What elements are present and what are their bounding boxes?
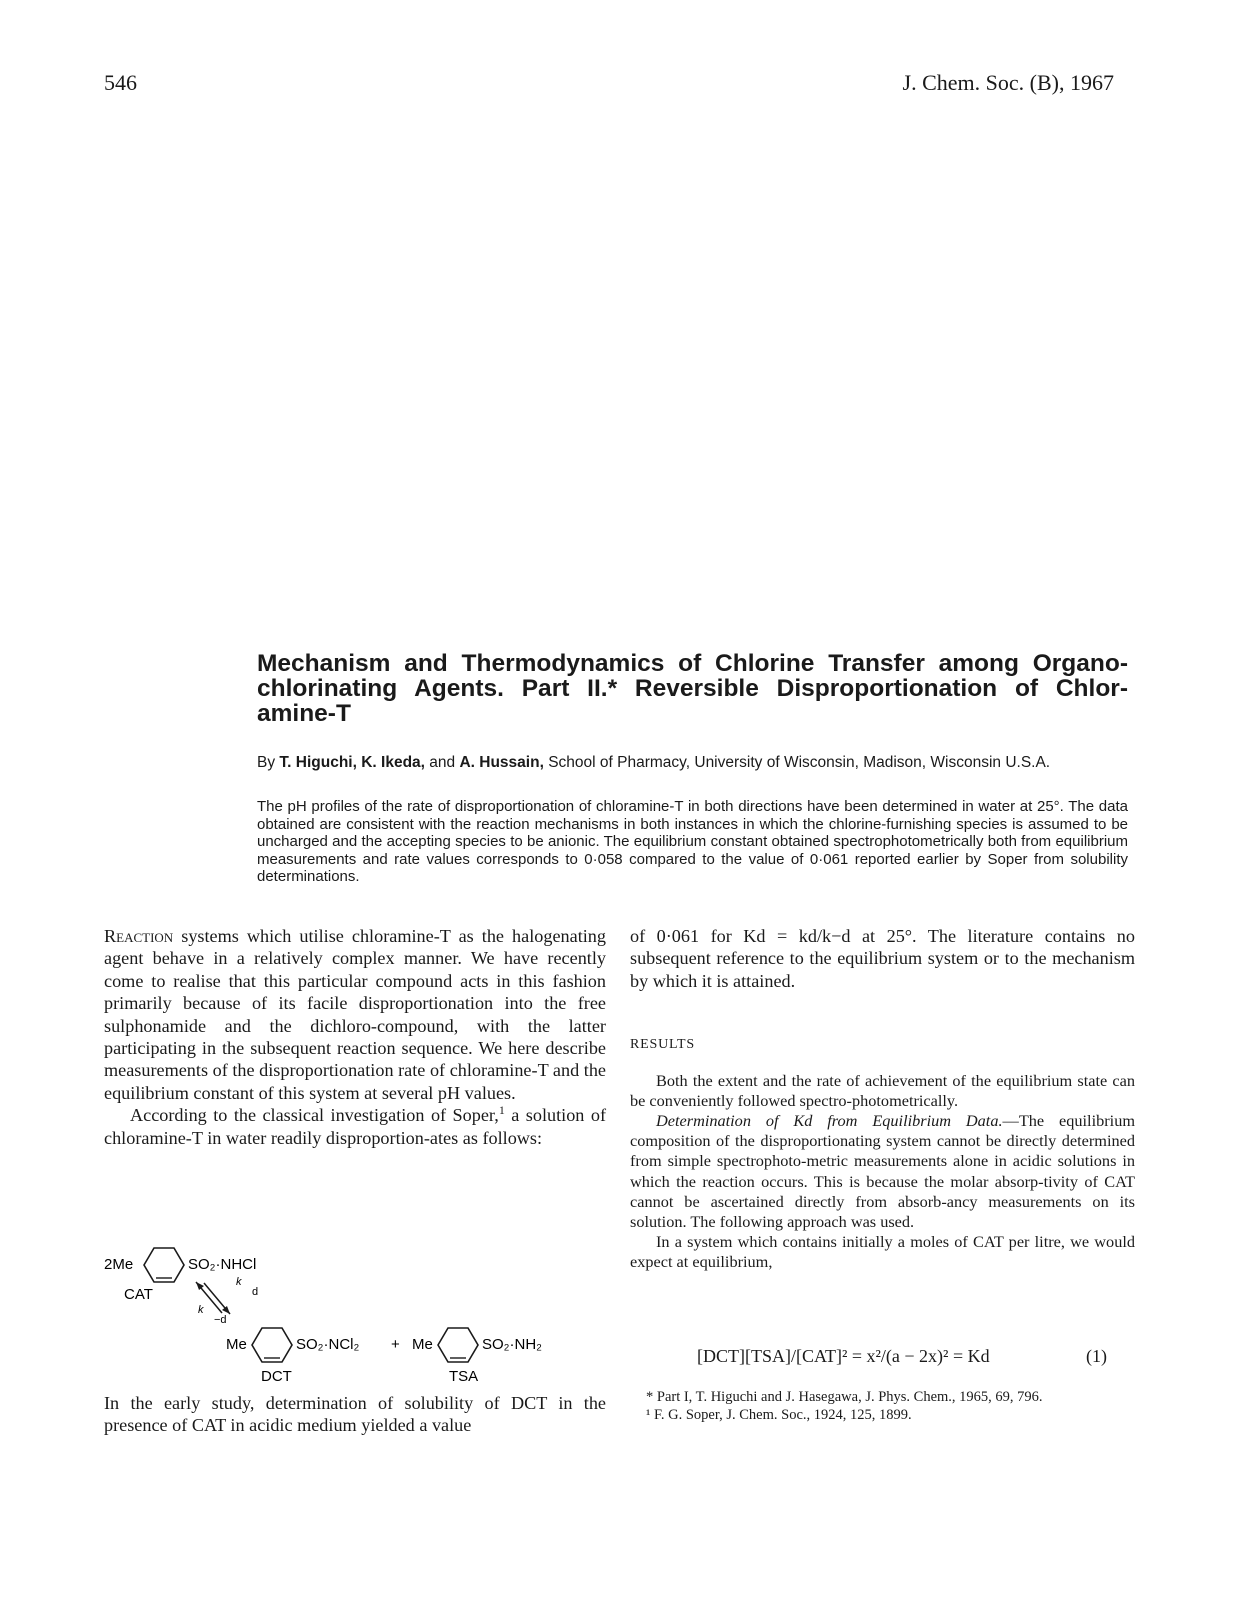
tsa-benzene-ring — [438, 1328, 478, 1362]
left-column — [104, 925, 606, 1149]
early-study-paragraph: In the early study, determination of solubility of DCT in the presence of CAT in acidic medium yielded a value — [104, 1393, 606, 1436]
results-heading: RESULTS — [630, 1037, 695, 1053]
soper-paragraph — [104, 1104, 606, 1149]
dct-label: DCT — [261, 1368, 292, 1385]
soper-text-end: a solution of chloramine-T in water readily disproportion-ates as follows: — [104, 1105, 607, 1148]
affiliation: School of Pharmacy, University of Wisconsin, Madison, Wisconsin U.S.A. — [548, 754, 1051, 771]
byline-and: and — [429, 754, 456, 771]
equation-text: [DCT][TSA]/[CAT]² = x²/(a − 2x)² = Kd — [697, 1346, 990, 1366]
literature-paragraph: of 0·061 for Kd = kd/k−d at 25°. The literature contains no subsequent reference to the equilibrium system or to the mechanism by which it is attained. — [630, 926, 1135, 991]
journal-reference: J. Chem. Soc. (B), 1967 — [902, 70, 1114, 95]
forward-arrowhead — [222, 1306, 230, 1314]
tsa-methyl: Me — [412, 1336, 433, 1353]
results-paragraph: Both the extent and the rate of achievement of the equilibrium state can be conveniently followed spectro-photometrically. — [630, 1070, 1135, 1110]
cat-benzene-ring — [144, 1248, 184, 1282]
author-higuchi: T. Higuchi, — [279, 754, 357, 771]
equation-1 — [697, 1346, 1107, 1367]
dct-benzene-ring — [252, 1328, 292, 1362]
reference-marker: 1 — [498, 1103, 505, 1118]
left-column-tail — [104, 1392, 606, 1437]
equation-number: (1) — [1086, 1346, 1107, 1366]
dct-methyl: Me — [226, 1336, 247, 1353]
intro-paragraph — [104, 925, 606, 1104]
determination-heading: Determination of Kd from Equilibrium Data. — [656, 1111, 1003, 1131]
soper-text-start: According to the classical investigation of Soper, — [130, 1105, 499, 1126]
plus-sign: + — [391, 1336, 400, 1353]
byline — [257, 754, 1128, 772]
reverse-rate-subscript: −d — [214, 1314, 227, 1326]
footnotes — [630, 1388, 1135, 1424]
reverse-rate-constant: k — [198, 1304, 204, 1316]
intro-lead-word: Reaction — [104, 926, 174, 946]
author-ikeda: K. Ikeda, — [361, 754, 425, 771]
tsa-sulfonyl-group: SO₂·NH₂ — [482, 1336, 542, 1353]
cat-coefficient: 2Me — [104, 1256, 134, 1273]
byline-prefix: By — [257, 754, 276, 771]
reverse-arrowhead — [196, 1282, 204, 1290]
right-column — [630, 925, 1135, 1273]
abstract: The pH profiles of the rate of disproportionation of chloramine-T in both directions have been determined in water at 25°. The data obtained are consistent with the reaction mechanisms in both instances in which the chlorine-furnishing species is assumed to be uncharged and the accepting species to be anionic. The equilibrium constant obtained spectrophotometrically both from equilibrium measurements and rate values corresponds to 0·058 compared to the value of 0·061 reported earlier by Soper from solubility determinations. — [257, 798, 1128, 885]
author-hussain: A. Hussain, — [459, 754, 544, 771]
system-paragraph: In a system which contains initially a moles of CAT per litre, we would expect at equilibrium, — [630, 1232, 1135, 1272]
intro-text: systems which utilise chloramine-T as the halogenating agent behave in a relatively complex manner. We have recently come to realise that this particular compound acts in this fashion primarily because of its facile disproportionation into the free sulphonamide and the dichloro-compound, with the latter participating in the subsequent reaction sequence. We here describe measurements of the disproportionation rate of chloramine-T and the equilibrium constant of this system at several pH values. — [104, 926, 606, 1103]
cat-label: CAT — [124, 1286, 153, 1303]
determination-paragraph — [630, 1111, 1135, 1232]
disproportionation-scheme — [104, 1235, 604, 1385]
forward-rate-subscript: d — [252, 1286, 259, 1298]
forward-rate-constant: k — [236, 1276, 242, 1288]
footnote-soper: ¹ F. G. Soper, J. Chem. Soc., 1924, 125, 1899. — [646, 1407, 912, 1423]
determination-text: —The equilibrium composition of the disproportionating system cannot be directly determined from simple spectrophoto-metric measurements alone in acidic solutions in which the reaction occurs. This is because the molar absorp-tivity of CAT cannot be ascertained directly from absorb-ancy measurements on its solution. The following approach was used. — [630, 1111, 1135, 1232]
tsa-label: TSA — [449, 1368, 479, 1385]
article-title: Mechanism and Thermodynamics of Chlorine Transfer among Organo-chlorinating Agents. Part II.* Reversible Disproportionation of Chlor-amine-T — [257, 650, 1128, 727]
cat-sulfonyl-group: SO₂·NHCl — [188, 1256, 257, 1273]
dct-sulfonyl-group: SO₂·NCl₂ — [296, 1336, 360, 1353]
footnote-part-one: * Part I, T. Higuchi and J. Hasegawa, J. Phys. Chem., 1965, 69, 796. — [646, 1389, 1043, 1405]
title-block — [257, 651, 1128, 886]
page-number: 546 — [104, 70, 137, 95]
